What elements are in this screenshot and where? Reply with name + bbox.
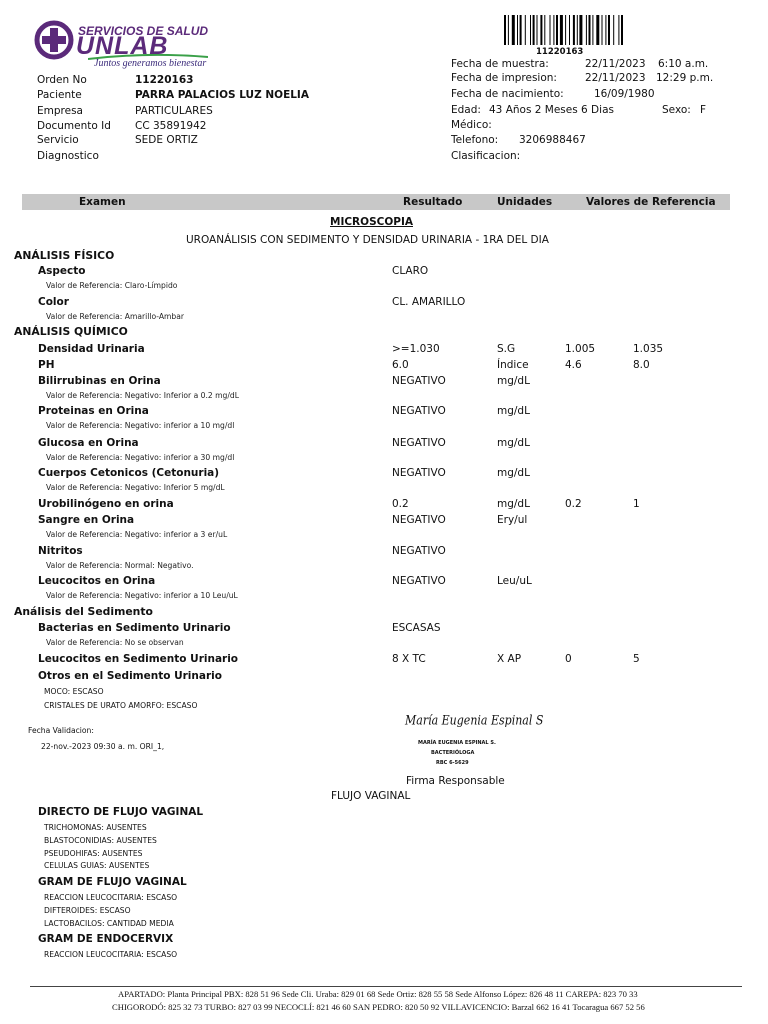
barcode-bar	[621, 15, 623, 45]
col-examen: Examen	[79, 196, 126, 208]
exam-unit: mg/dL	[497, 405, 530, 417]
section-sedimento: Análisis del Sedimento	[14, 605, 153, 618]
barcode-bar	[589, 15, 591, 45]
exam-name: Proteinas en Orina	[38, 405, 149, 417]
patient-field-value: PARTICULARES	[135, 105, 213, 117]
barcode-bar	[504, 15, 506, 45]
endocervix-title: GRAM DE ENDOCERVIX	[38, 933, 174, 945]
fecha-muestra-date: 22/11/2023	[585, 58, 646, 70]
gram-item: DIFTEROIDES: ESCASO	[44, 906, 131, 915]
exam-result: NEGATIVO	[392, 405, 446, 417]
col-resultado: Resultado	[403, 196, 463, 208]
barcode-bar	[520, 15, 522, 45]
exam-unit: mg/dL	[497, 375, 530, 387]
exam-ref-max: 1	[633, 498, 640, 510]
patient-field-value: CC 35891942	[135, 120, 207, 132]
barcode-bar	[540, 15, 542, 45]
exam-unit: mg/dL	[497, 498, 530, 510]
footer-divider	[30, 986, 742, 987]
exam-reference-note: Valor de Referencia: Amarillo-Ambar	[46, 312, 185, 321]
logo-name: SERVICIOS DE SALUD	[78, 24, 209, 38]
patient-field-label: Empresa	[37, 105, 83, 117]
logo-tagline: Juntos generamos bienestar	[94, 58, 207, 69]
exam-reference-note: Valor de Referencia: Negativo: Inferior 5 mg/dL	[46, 483, 225, 492]
exam-name: Cuerpos Cetonicos (Cetonuria)	[38, 467, 220, 479]
exam-name: Leucocitos en Sedimento Urinario	[38, 653, 239, 665]
exam-result: ESCASAS	[392, 622, 441, 634]
cross-logo-icon	[34, 20, 74, 60]
fecha-muestra-label: Fecha de muestra:	[451, 58, 549, 70]
section-fisico: ANÁLISIS FÍSICO	[14, 249, 115, 262]
exam-reference-note: Valor de Referencia: Negativo: inferior a 10 Leu/uL	[46, 591, 238, 600]
exam-ref-max: 8.0	[633, 359, 650, 371]
patient-field-label: Servicio	[37, 134, 79, 146]
fecha-nacimiento: 16/09/1980	[594, 88, 655, 100]
exam-result: CL. AMARILLO	[392, 296, 466, 308]
patient-field-value: PARRA PALACIOS LUZ NOELIA	[135, 89, 309, 101]
exam-name: Color	[38, 296, 69, 308]
barcode-bar	[537, 15, 538, 45]
patient-field-label: Orden No	[37, 74, 87, 86]
exam-unit: S.G	[497, 343, 516, 355]
flujo-title: FLUJO VAGINAL	[331, 790, 411, 802]
barcode-bar	[565, 15, 566, 45]
exam-result: CLARO	[392, 265, 429, 277]
medico-label: Médico:	[451, 119, 492, 131]
exam-unit: mg/dL	[497, 467, 530, 479]
directo-item: BLASTOCONIDIAS: AUSENTES	[44, 836, 157, 845]
exam-reference-note: Valor de Referencia: Claro-Límpido	[46, 281, 178, 290]
exam-result: 8 X TC	[392, 653, 426, 665]
exam-ref-max: 1.035	[633, 343, 664, 355]
barcode-bar	[608, 15, 610, 45]
sexo: F	[700, 104, 707, 116]
exam-name: PH	[38, 359, 55, 371]
fecha-impresion-label: Fecha de impresion:	[451, 72, 557, 84]
exam-ref-min: 0.2	[565, 498, 582, 510]
directo-title: DIRECTO DE FLUJO VAGINAL	[38, 806, 204, 818]
clasificacion-label: Clasificacion:	[451, 150, 521, 162]
exam-unit: Ery/ul	[497, 514, 528, 526]
col-referencia: Valores de Referencia	[586, 196, 716, 208]
gram-item: REACCION LEUCOCITARIA: ESCASO	[44, 893, 178, 902]
barcode-bar	[577, 15, 578, 45]
signature-label: Firma Responsable	[406, 775, 505, 787]
exam-name: Otros en el Sedimento Urinario	[38, 670, 222, 682]
patient-field-value: SEDE ORTIZ	[135, 134, 198, 146]
company-logo	[30, 14, 220, 72]
exam-name: Sangre en Orina	[38, 514, 135, 526]
barcode-bar	[573, 15, 575, 45]
exam-name: Leucocitos en Orina	[38, 575, 156, 587]
exam-ref-min: 0	[565, 653, 572, 665]
gram-item: LACTOBACILOS: CANTIDAD MEDIA	[44, 919, 174, 928]
barcode-bar	[553, 15, 554, 45]
fecha-muestra-time: 6:10 a.m.	[658, 58, 709, 70]
exam-ref-max: 5	[633, 653, 640, 665]
barcode-bar	[569, 15, 570, 45]
footer-line-2: CHIGORODÓ: 825 32 73 TURBO: 827 03 99 NECOCLÍ: 821 46 60 SAN PEDRO: 820 50 92 VILLAVICENCIO: Barzal 662 16 41 Tocaragua 667 52 56	[112, 1002, 645, 1012]
barcode-bar	[533, 15, 535, 45]
exam-name: Aspecto	[38, 265, 86, 277]
exam-reference-note: Valor de Referencia: Negativo: inferior a 3 er/uL	[46, 530, 228, 539]
col-unidades: Unidades	[497, 196, 553, 208]
exam-name: Densidad Urinaria	[38, 343, 145, 355]
barcode-bar	[560, 15, 563, 45]
exam-reference-note: Valor de Referencia: Negativo: inferior a 30 mg/dl	[46, 453, 235, 462]
exam-reference-note: Valor de Referencia: Negativo: Inferior a 0.2 mg/dL	[46, 391, 239, 400]
fecha-impresion-date: 22/11/2023	[585, 72, 646, 84]
exam-name: Glucosa en Orina	[38, 437, 139, 449]
exam-result: NEGATIVO	[392, 375, 446, 387]
exam-reference-note: Valor de Referencia: Normal: Negativo.	[46, 561, 194, 570]
barcode-bar	[550, 15, 551, 45]
exam-result: 0.2	[392, 498, 409, 510]
barcode-bar	[512, 15, 515, 45]
barcode-bar	[596, 15, 599, 45]
exam-unit: mg/dL	[497, 437, 530, 449]
telefono: 3206988467	[519, 134, 586, 146]
exam-result: >=1.030	[392, 343, 440, 355]
barcode-bar	[517, 15, 518, 45]
validation-label: Fecha Validacion:	[28, 726, 94, 735]
exam-result: NEGATIVO	[392, 575, 446, 587]
directo-item: CELULAS GUIAS: AUSENTES	[44, 861, 150, 870]
barcode-bar	[556, 15, 558, 45]
fecha-impresion-time: 12:29 p.m.	[656, 72, 714, 84]
exam-result: NEGATIVO	[392, 514, 446, 526]
section-quimico: ANÁLISIS QUÍMICO	[14, 325, 128, 338]
barcode-bar	[592, 15, 593, 45]
signature-name: MARÍA EUGENIA ESPINAL S.	[418, 740, 496, 746]
sexo-label: Sexo:	[662, 104, 691, 116]
logo-brand: UNLAB	[76, 32, 169, 60]
exam-reference-note: Valor de Referencia: Negativo: inferior a 10 mg/dl	[46, 421, 235, 430]
barcode-bar	[602, 15, 603, 45]
exam-reference-note: Valor de Referencia: No se observan	[46, 638, 184, 647]
exam-unit: X AP	[497, 653, 522, 665]
validation-value: 22-nov.-2023 09:30 a. m. ORI_1,	[41, 742, 165, 751]
patient-field-label: Paciente	[37, 89, 82, 101]
exam-name: Urobilinógeno en orina	[38, 498, 174, 510]
barcode-bar	[525, 15, 526, 45]
footer-line-1: APARTADO: Planta Principal PBX: 828 51 96 Sede Cli. Uraba: 829 01 68 Sede Ortiz: 828 55 58 Sede Alfonso López: 826 48 11 CAREPA: 823 70 33	[118, 989, 638, 999]
edad: 43 Años 2 Meses 6 Dias	[489, 104, 614, 116]
exam-ref-min: 1.005	[565, 343, 596, 355]
exam-result: NEGATIVO	[392, 437, 446, 449]
barcode-bar	[530, 15, 531, 45]
barcode-bar	[579, 15, 582, 45]
patient-field-value: 11220163	[135, 74, 194, 86]
barcode-icon	[504, 15, 658, 45]
exam-unit: Leu/uL	[497, 575, 532, 587]
patient-field-label: Diagnostico	[37, 150, 99, 162]
patient-field-label: Documento Id	[37, 120, 111, 132]
barcode-bar	[586, 15, 587, 45]
signature-reg: RBC 6-5629	[436, 760, 469, 766]
exam-name: Bilirrubinas en Orina	[38, 375, 161, 387]
exam-unit: Índice	[497, 359, 529, 371]
signature-script: María Eugenia Espinal S	[405, 712, 544, 729]
exam-name: Bacterias en Sedimento Urinario	[38, 622, 231, 634]
barcode-number: 11220163	[536, 47, 584, 57]
signature-title: BACTERIÓLOGA	[431, 750, 475, 756]
endocervix-item: REACCION LEUCOCITARIA: ESCASO	[44, 950, 178, 959]
directo-item: TRICHOMONAS: AUSENTES	[44, 823, 147, 832]
barcode-bar	[618, 15, 619, 45]
results-table-header	[22, 194, 730, 210]
exam-name: Nitritos	[38, 545, 83, 557]
exam-result: 6.0	[392, 359, 409, 371]
exam-result: NEGATIVO	[392, 545, 446, 557]
otros-item: MOCO: ESCASO	[44, 687, 104, 696]
otros-item: CRISTALES DE URATO AMORFO: ESCASO	[44, 701, 198, 710]
barcode-bar	[613, 15, 614, 45]
microscopia-subtitle: UROANÁLISIS CON SEDIMENTO Y DENSIDAD URINARIA - 1RA DEL DIA	[186, 234, 549, 246]
telefono-label: Telefono:	[451, 134, 499, 146]
directo-item: PSEUDOHIFAS: AUSENTES	[44, 849, 143, 858]
microscopia-title: MICROSCOPIA	[330, 216, 413, 228]
exam-ref-min: 4.6	[565, 359, 582, 371]
fecha-nacimiento-label: Fecha de nacimiento:	[451, 88, 564, 100]
barcode-bar	[605, 15, 606, 45]
gram-title: GRAM DE FLUJO VAGINAL	[38, 876, 187, 888]
barcode-bar	[544, 15, 545, 45]
exam-result: NEGATIVO	[392, 467, 446, 479]
barcode-bar	[508, 15, 509, 45]
edad-label: Edad:	[451, 104, 481, 116]
